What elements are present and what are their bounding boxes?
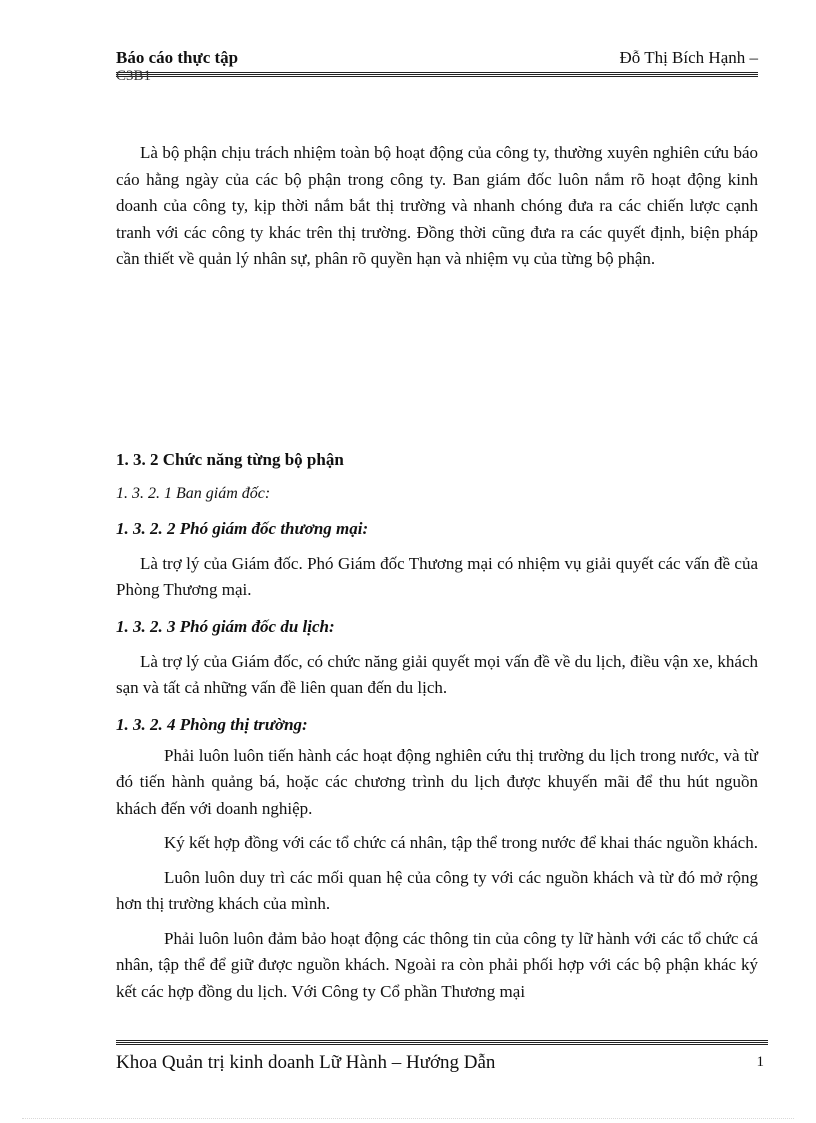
- page-number: 1: [756, 1054, 764, 1070]
- intro-section: [116, 140, 758, 273]
- subsection-1: [116, 481, 758, 508]
- footer-text: Khoa Quản trị kinh doanh Lữ Hành – Hướng Dẫn: [116, 1052, 496, 1073]
- subsection-4-paragraph-2: Ký kết hợp đồng với các tổ chức cá nhân, tập thể trong nước để khai thác nguồn khách.: [164, 833, 758, 852]
- subsection-4-paragraph-1: Phải luôn luôn tiến hành các hoạt động nghiên cứu thị trường du lịch trong nước, và từ đó tiến hành quảng bá, hoặc các chương trình du lịch được khuyến mãi để thu hút nguồn khách đến với doanh nghiệp.: [116, 745, 758, 818]
- footer-rule: [116, 1040, 768, 1043]
- intro-paragraph: Là bộ phận chịu trách nhiệm toàn bộ hoạt động của công ty, thường xuyên nghiên cứu báo cáo hằng ngày của các bộ phận trong công ty. Ban giám đốc luôn nắm rõ hoạt động kinh doanh của công ty, kịp thời nắm bắt thị trường và nhanh chóng đưa ra các chiến lược cạnh tranh với các công ty khác trên thị trường. Đồng thời cũng đưa ra các quyết định, biện pháp cần thiết về quản lý nhân sự, phân rõ quyền hạn và nhiệm vụ của từng bộ phận.: [116, 143, 758, 268]
- subsection-4-paragraph-4: Phải luôn luôn đảm bảo hoạt động các thông tin của công ty lữ hành với các tổ chức cá nhân, tập thể để giữ được nguồn khách. Ngoài ra còn phải phối hợp với các bộ phận khác ký kết các hợp đồng du lịch. Với Công ty Cổ phần Thương mại: [116, 928, 758, 1001]
- subsection-3-text: Là trợ lý của Giám đốc, có chức năng giải quyết mọi vấn đề về du lịch, điều vận xe, khách sạn và tất cả những vấn đề liên quan đến du lịch.: [116, 651, 758, 697]
- page-header: [116, 48, 758, 92]
- subsection-2: [116, 516, 758, 604]
- page-footer: [116, 1040, 768, 1080]
- subsection-3: [116, 614, 758, 702]
- subsection-4: [116, 712, 758, 1005]
- section-heading: 1. 3. 2 Chức năng từng bộ phận: [116, 450, 344, 469]
- subsection-2-title: 1. 3. 2. 2 Phó giám đốc thương mại:: [116, 519, 369, 538]
- subsection-3-title: 1. 3. 2. 3 Phó giám đốc du lịch:: [116, 617, 335, 636]
- subsection-4-paragraph-3: Luôn luôn duy trì các mối quan hệ của công ty với các nguồn khách và từ đó mở rộng hơn thị trường khách của mình.: [116, 867, 758, 913]
- subsection-4-title: 1. 3. 2. 4 Phòng thị trường:: [116, 715, 308, 734]
- page-edge-divider: [22, 1118, 794, 1119]
- header-title: Báo cáo thực tập: [116, 48, 239, 67]
- header-author: Đỗ Thị Bích Hạnh –: [619, 48, 758, 67]
- subsection-1-title: 1. 3. 2. 1 Ban giám đốc:: [116, 485, 271, 502]
- subsection-2-text: Là trợ lý của Giám đốc. Phó Giám đốc Thương mại có nhiệm vụ giải quyết các vấn đề của Phòng Thương mại.: [116, 553, 758, 599]
- header-rule-thin: [116, 76, 758, 77]
- footer-rule-thin: [116, 1044, 768, 1045]
- header-rule: [116, 72, 758, 75]
- header-author-overflow: C3B1: [116, 68, 152, 84]
